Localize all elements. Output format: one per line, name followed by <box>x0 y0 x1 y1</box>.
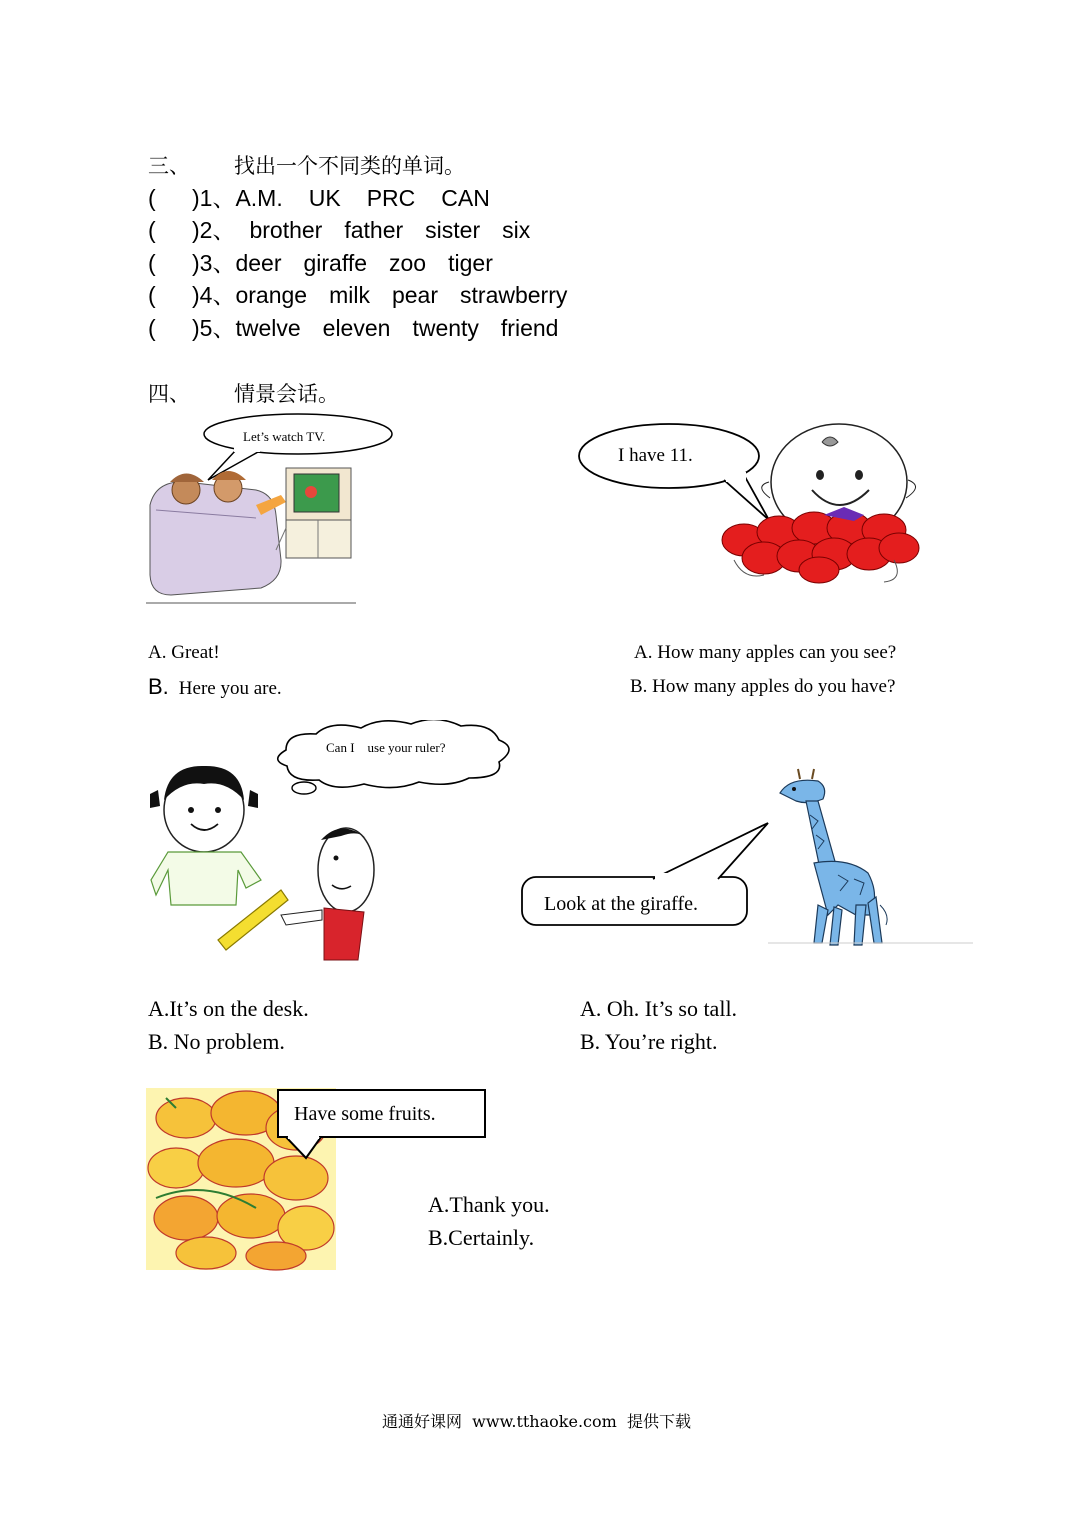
word: friend <box>500 315 559 341</box>
section4-heading <box>148 378 339 408</box>
section3-number: 三、 <box>148 154 190 178</box>
word: strawberry <box>460 282 568 308</box>
answer-blank[interactable]: ( <box>148 315 156 341</box>
word: tiger <box>448 250 493 276</box>
ruler-option-a[interactable]: A.It’s on the desk. <box>148 996 309 1021</box>
word: six <box>502 217 531 243</box>
exercise-row-3 <box>148 247 515 280</box>
fruits-option-b[interactable]: B.Certainly. <box>428 1225 535 1250</box>
answer-blank[interactable]: ( <box>148 282 156 308</box>
word: twelve <box>235 315 301 341</box>
tv-option-a[interactable]: A. Great! <box>148 642 220 663</box>
word: sister <box>425 217 481 243</box>
section3-title: 找出一个不同类的单词。 <box>234 154 465 178</box>
answer-blank[interactable]: ( <box>148 185 156 211</box>
item-index: )5、 <box>192 315 236 341</box>
word: orange <box>235 282 308 308</box>
section4-title: 情景会话。 <box>234 382 339 406</box>
exercise-row-1 <box>148 182 512 215</box>
word: giraffe <box>303 250 368 276</box>
tv-option-b-text: Here you are. <box>178 678 282 699</box>
giraffe-option-a[interactable]: A. Oh. It’s so tall. <box>580 996 738 1021</box>
tv-bubble-text: Let’s watch TV. <box>243 429 326 444</box>
word: CAN <box>441 185 490 211</box>
giraffe-bubble-text: Look at the giraffe. <box>544 893 699 915</box>
footer-credit: 通通好课网 www.tthaoke.com 提供下载 <box>382 1412 691 1431</box>
apples-bubble-text: I have 11. <box>618 445 693 466</box>
word: A.M. <box>235 185 283 211</box>
ruler-option-b[interactable]: B. No problem. <box>148 1029 285 1054</box>
exercise-row-4 <box>148 279 589 312</box>
section4-number: 四、 <box>148 382 190 406</box>
giraffe-option-b[interactable]: B. You’re right. <box>580 1029 718 1054</box>
section3-heading <box>148 150 465 180</box>
word: PRC <box>366 185 416 211</box>
word: deer <box>235 250 282 276</box>
word: UK <box>308 185 341 211</box>
ruler-bubble-text: Can I use your ruler? <box>326 740 446 755</box>
word: twenty <box>412 315 479 341</box>
fruits-bubble-text: Have some fruits. <box>294 1103 436 1125</box>
word: zoo <box>389 250 427 276</box>
tv-option-b-letter: B. <box>148 674 169 699</box>
exercise-row-2 <box>148 214 552 247</box>
word: milk <box>329 282 370 308</box>
item-index: )2、 <box>192 217 236 243</box>
item-index: )3、 <box>192 250 236 276</box>
apples-option-b[interactable]: B. How many apples do you have? <box>630 676 896 697</box>
item-index: )4、 <box>192 282 236 308</box>
item-index: )1、 <box>192 185 236 211</box>
apples-option-a[interactable]: A. How many apples can you see? <box>634 642 897 663</box>
answer-blank[interactable]: ( <box>148 217 156 243</box>
word: eleven <box>322 315 391 341</box>
tv-option-b[interactable] <box>148 674 282 700</box>
word: brother <box>249 217 323 243</box>
exercise-row-5 <box>148 312 580 345</box>
word: pear <box>391 282 439 308</box>
giraffe-scene-illustration <box>518 765 978 955</box>
answer-blank[interactable]: ( <box>148 250 156 276</box>
word: father <box>344 217 404 243</box>
ruler-scene-illustration <box>146 720 546 965</box>
fruits-option-a[interactable]: A.Thank you. <box>428 1192 550 1217</box>
